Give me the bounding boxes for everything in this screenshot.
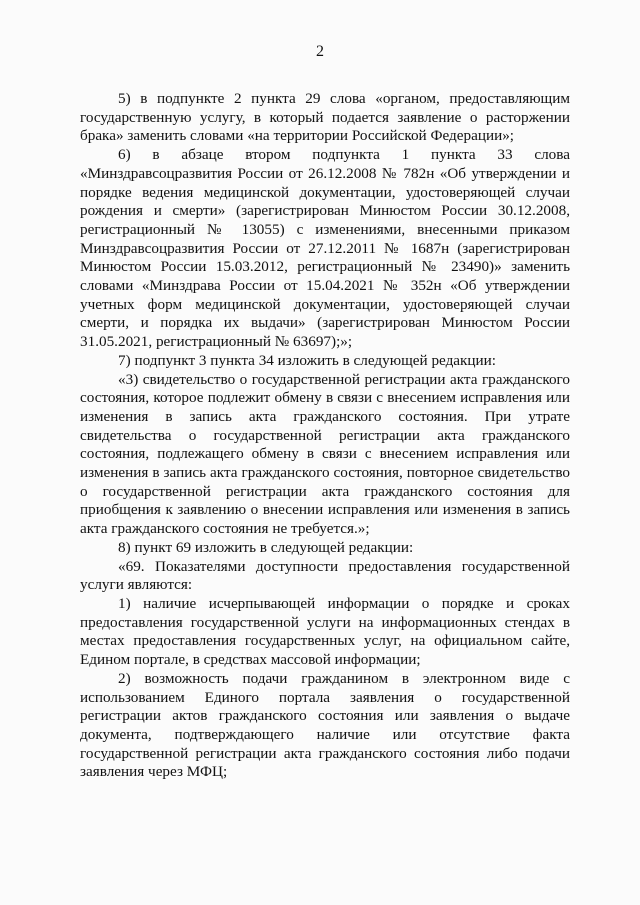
paragraph-item-7: 7) подпункт 3 пункта 34 изложить в следующей редакции: <box>118 351 497 369</box>
subclause-2: 2) возможность подачи гражданином в электронном виде с использованием Единого портала заявления о государственной регистрации актов гражданского состояния или заявления о выдаче документа, подтверждающего наличие или отсутствие факта государственной регистрации акта гражданского состояния либо подачи заявления через МФЦ; <box>80 669 570 781</box>
quoted-subclause-3: «3) свидетельство о государственной регистрации акта гражданского состояния, которое подлежит обмену в связи с внесением исправления или изменения в запись акта гражданского состояния. При утрате свидетельства о государственной регистрации акта гражданского состояния, подлежащего обмену в связи с внесением исправления или изменения в запись акта гражданского состояния, повторное свидетельство о государственной регистрации акта гражданского состояния для приобщения к заявлению о внесении исправления или изменения в запись акта гражданского состояния не требуется.»; <box>80 370 570 538</box>
paragraph-item-8: 8) пункт 69 изложить в следующей редакции: <box>118 538 414 556</box>
page-number: 2 <box>316 43 324 60</box>
quoted-clause-69: «69. Показателями доступности предоставления государственной услуги являются: <box>80 557 570 594</box>
paragraph-item-5: 5) в подпункте 2 пункта 29 слова «органом, предоставляющим государственную услугу, в который подается заявление о расторжении брака» заменить словами «на территории Российской Федерации»; <box>80 90 570 145</box>
paragraph-item-6: 6) в абзаце втором подпункта 1 пункта 33 слова «Минздравсоцразвития России от 26.12.2008 № 782н «Об утверждении и порядке ведения медицинской документации, удостоверяющей случаи рождения и смерти» (зарегистрирован Минюстом России 30.12.2008, регистрационный № 13055) с изменениями, внесенными приказом Минздравсоцразвития России от 27.12.2011 № 1687н (зарегистрирован Минюстом России 15.03.2012, регистрационный № 23490)» заменить словами «Минздрава России от 15.04.2021 № 352н «Об утверждении учетных форм медицинской документации, удостоверяющей случаи смерти, и порядка их выдачи» (зарегистрирован Минюстом России 31.05.2021, регистрационный № 63697);»; <box>80 146 570 351</box>
document-body <box>80 90 570 782</box>
subclause-1: 1) наличие исчерпывающей информации о порядке и сроках предоставления государственной услуги на информационных стендах в местах предоставления государственных услуг, на официальном сайте, Едином портале, в средствах массовой информации; <box>80 594 570 669</box>
